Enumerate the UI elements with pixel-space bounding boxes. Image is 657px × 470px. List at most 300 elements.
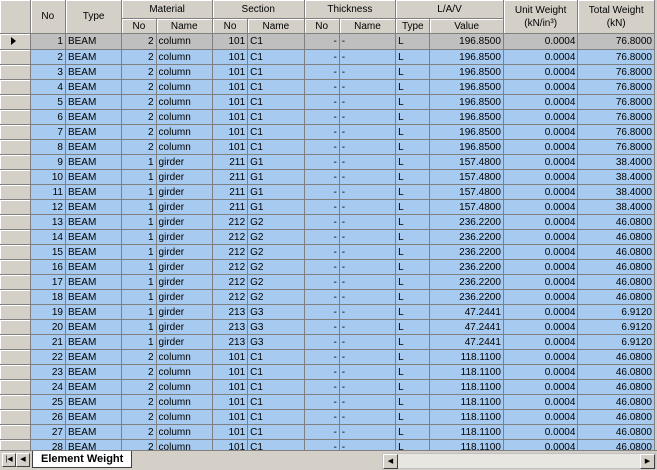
row-selector[interactable] bbox=[0, 80, 30, 95]
cell-no[interactable]: 3 bbox=[30, 65, 65, 80]
cell-unit-weight[interactable]: 0.0004 bbox=[503, 110, 578, 125]
cell-type[interactable]: BEAM bbox=[65, 65, 121, 80]
cell-lav-type[interactable]: L bbox=[396, 50, 430, 65]
table-row[interactable] bbox=[0, 95, 655, 110]
cell-material-name[interactable]: column bbox=[156, 350, 212, 365]
cell-no[interactable]: 18 bbox=[30, 290, 65, 305]
cell-material-name[interactable]: column bbox=[156, 380, 212, 395]
cell-thickness-name[interactable]: - bbox=[339, 380, 395, 395]
row-selector[interactable] bbox=[0, 110, 30, 125]
cell-thickness-name[interactable]: - bbox=[339, 350, 395, 365]
cell-material-no[interactable]: 1 bbox=[122, 275, 156, 290]
header-material-name[interactable]: Name bbox=[156, 19, 212, 34]
cell-material-name[interactable]: column bbox=[156, 50, 212, 65]
cell-material-no[interactable]: 2 bbox=[122, 410, 156, 425]
cell-lav-value[interactable]: 236.2200 bbox=[430, 260, 504, 275]
cell-unit-weight[interactable]: 0.0004 bbox=[503, 350, 578, 365]
cell-total-weight[interactable]: 46.0800 bbox=[578, 410, 655, 425]
cell-thickness-name[interactable]: - bbox=[339, 65, 395, 80]
cell-type[interactable]: BEAM bbox=[65, 335, 121, 350]
cell-section-no[interactable]: 101 bbox=[212, 425, 247, 440]
cell-material-no[interactable]: 2 bbox=[122, 365, 156, 380]
cell-unit-weight[interactable]: 0.0004 bbox=[503, 65, 578, 80]
cell-thickness-name[interactable]: - bbox=[339, 215, 395, 230]
cell-lav-value[interactable]: 196.8500 bbox=[430, 34, 504, 50]
table-row[interactable] bbox=[0, 335, 655, 350]
cell-lav-value[interactable]: 236.2200 bbox=[430, 215, 504, 230]
cell-material-name[interactable]: girder bbox=[156, 305, 212, 320]
cell-no[interactable]: 17 bbox=[30, 275, 65, 290]
cell-lav-type[interactable]: L bbox=[396, 320, 430, 335]
cell-total-weight[interactable]: 6.9120 bbox=[578, 305, 655, 320]
cell-section-name[interactable]: C1 bbox=[248, 80, 304, 95]
cell-thickness-no[interactable]: - bbox=[304, 185, 339, 200]
cell-thickness-no[interactable]: - bbox=[304, 335, 339, 350]
cell-lav-type[interactable]: L bbox=[396, 305, 430, 320]
cell-type[interactable]: BEAM bbox=[65, 350, 121, 365]
header-thickness[interactable]: Thickness bbox=[304, 0, 396, 19]
cell-type[interactable]: BEAM bbox=[65, 275, 121, 290]
cell-section-name[interactable]: C1 bbox=[248, 440, 304, 451]
cell-thickness-name[interactable]: - bbox=[339, 155, 395, 170]
table-row[interactable] bbox=[0, 200, 655, 215]
cell-material-no[interactable]: 2 bbox=[122, 440, 156, 451]
cell-thickness-name[interactable]: - bbox=[339, 50, 395, 65]
cell-thickness-no[interactable]: - bbox=[304, 34, 339, 50]
header-no[interactable]: No bbox=[30, 0, 65, 34]
cell-lav-value[interactable]: 236.2200 bbox=[430, 245, 504, 260]
cell-thickness-no[interactable]: - bbox=[304, 110, 339, 125]
cell-thickness-name[interactable]: - bbox=[339, 230, 395, 245]
cell-unit-weight[interactable]: 0.0004 bbox=[503, 170, 578, 185]
cell-thickness-name[interactable]: - bbox=[339, 290, 395, 305]
cell-type[interactable]: BEAM bbox=[65, 440, 121, 451]
cell-type[interactable]: BEAM bbox=[65, 80, 121, 95]
cell-lav-type[interactable]: L bbox=[396, 80, 430, 95]
cell-thickness-no[interactable]: - bbox=[304, 200, 339, 215]
cell-section-name[interactable]: C1 bbox=[248, 95, 304, 110]
cell-lav-type[interactable]: L bbox=[396, 380, 430, 395]
header-lav[interactable]: L/A/V bbox=[396, 0, 504, 19]
cell-total-weight[interactable]: 38.4000 bbox=[578, 170, 655, 185]
cell-thickness-name[interactable]: - bbox=[339, 320, 395, 335]
cell-type[interactable]: BEAM bbox=[65, 200, 121, 215]
cell-no[interactable]: 19 bbox=[30, 305, 65, 320]
cell-material-no[interactable]: 1 bbox=[122, 245, 156, 260]
table-row[interactable] bbox=[0, 275, 655, 290]
cell-material-no[interactable]: 2 bbox=[122, 65, 156, 80]
horizontal-scrollbar[interactable] bbox=[382, 453, 656, 469]
table-row[interactable] bbox=[0, 410, 655, 425]
cell-section-no[interactable]: 101 bbox=[212, 65, 247, 80]
cell-section-no[interactable]: 211 bbox=[212, 185, 247, 200]
cell-lav-type[interactable]: L bbox=[396, 260, 430, 275]
cell-section-no[interactable]: 212 bbox=[212, 230, 247, 245]
row-selector[interactable] bbox=[0, 335, 30, 350]
cell-unit-weight[interactable]: 0.0004 bbox=[503, 275, 578, 290]
cell-unit-weight[interactable]: 0.0004 bbox=[503, 230, 578, 245]
cell-total-weight[interactable]: 46.0800 bbox=[578, 380, 655, 395]
cell-material-no[interactable]: 2 bbox=[122, 80, 156, 95]
cell-material-no[interactable]: 2 bbox=[122, 50, 156, 65]
cell-thickness-name[interactable]: - bbox=[339, 140, 395, 155]
cell-section-name[interactable]: G2 bbox=[248, 275, 304, 290]
cell-thickness-no[interactable]: - bbox=[304, 95, 339, 110]
cell-material-no[interactable]: 2 bbox=[122, 110, 156, 125]
table-row[interactable] bbox=[0, 350, 655, 365]
cell-type[interactable]: BEAM bbox=[65, 305, 121, 320]
cell-section-no[interactable]: 101 bbox=[212, 110, 247, 125]
cell-section-name[interactable]: G1 bbox=[248, 200, 304, 215]
cell-total-weight[interactable]: 76.8000 bbox=[578, 95, 655, 110]
cell-unit-weight[interactable]: 0.0004 bbox=[503, 125, 578, 140]
row-selector[interactable] bbox=[0, 170, 30, 185]
row-selector[interactable] bbox=[0, 380, 30, 395]
cell-lav-type[interactable]: L bbox=[396, 215, 430, 230]
cell-section-name[interactable]: C1 bbox=[248, 50, 304, 65]
cell-material-name[interactable]: girder bbox=[156, 215, 212, 230]
cell-no[interactable]: 15 bbox=[30, 245, 65, 260]
cell-material-name[interactable]: girder bbox=[156, 245, 212, 260]
cell-lav-value[interactable]: 47.2441 bbox=[430, 335, 504, 350]
cell-unit-weight[interactable]: 0.0004 bbox=[503, 140, 578, 155]
cell-thickness-no[interactable]: - bbox=[304, 350, 339, 365]
cell-thickness-no[interactable]: - bbox=[304, 65, 339, 80]
cell-total-weight[interactable]: 46.0800 bbox=[578, 440, 655, 451]
header-total-weight[interactable] bbox=[578, 0, 655, 34]
cell-total-weight[interactable]: 46.0800 bbox=[578, 350, 655, 365]
cell-material-no[interactable]: 1 bbox=[122, 335, 156, 350]
cell-lav-type[interactable]: L bbox=[396, 275, 430, 290]
cell-type[interactable]: BEAM bbox=[65, 110, 121, 125]
row-selector[interactable] bbox=[0, 34, 30, 50]
cell-section-name[interactable]: G2 bbox=[248, 215, 304, 230]
cell-lav-value[interactable]: 118.1100 bbox=[430, 425, 504, 440]
cell-no[interactable]: 5 bbox=[30, 95, 65, 110]
cell-lav-type[interactable]: L bbox=[396, 140, 430, 155]
cell-material-no[interactable]: 1 bbox=[122, 230, 156, 245]
table-row[interactable] bbox=[0, 34, 655, 50]
row-selector[interactable] bbox=[0, 140, 30, 155]
cell-thickness-no[interactable]: - bbox=[304, 140, 339, 155]
cell-material-name[interactable]: girder bbox=[156, 290, 212, 305]
table-row[interactable] bbox=[0, 290, 655, 305]
cell-lav-type[interactable]: L bbox=[396, 65, 430, 80]
table-row[interactable] bbox=[0, 110, 655, 125]
cell-section-name[interactable]: G2 bbox=[248, 230, 304, 245]
cell-thickness-name[interactable]: - bbox=[339, 245, 395, 260]
cell-type[interactable]: BEAM bbox=[65, 185, 121, 200]
cell-no[interactable]: 8 bbox=[30, 140, 65, 155]
table-row[interactable] bbox=[0, 380, 655, 395]
row-selector[interactable] bbox=[0, 440, 30, 451]
cell-type[interactable]: BEAM bbox=[65, 125, 121, 140]
cell-material-name[interactable]: column bbox=[156, 395, 212, 410]
cell-section-name[interactable]: C1 bbox=[248, 34, 304, 50]
table-row[interactable] bbox=[0, 170, 655, 185]
cell-total-weight[interactable]: 76.8000 bbox=[578, 140, 655, 155]
cell-lav-type[interactable]: L bbox=[396, 34, 430, 50]
cell-lav-type[interactable]: L bbox=[396, 350, 430, 365]
cell-no[interactable]: 27 bbox=[30, 425, 65, 440]
cell-total-weight[interactable]: 76.8000 bbox=[578, 50, 655, 65]
cell-no[interactable]: 2 bbox=[30, 50, 65, 65]
cell-unit-weight[interactable]: 0.0004 bbox=[503, 80, 578, 95]
cell-type[interactable]: BEAM bbox=[65, 215, 121, 230]
cell-lav-type[interactable]: L bbox=[396, 410, 430, 425]
cell-lav-value[interactable]: 118.1100 bbox=[430, 440, 504, 451]
cell-unit-weight[interactable]: 0.0004 bbox=[503, 290, 578, 305]
cell-section-no[interactable]: 101 bbox=[212, 50, 247, 65]
cell-lav-value[interactable]: 118.1100 bbox=[430, 365, 504, 380]
cell-material-name[interactable]: column bbox=[156, 80, 212, 95]
header-unit-weight[interactable] bbox=[503, 0, 578, 34]
cell-section-no[interactable]: 101 bbox=[212, 395, 247, 410]
cell-thickness-name[interactable]: - bbox=[339, 125, 395, 140]
cell-type[interactable]: BEAM bbox=[65, 230, 121, 245]
cell-no[interactable]: 9 bbox=[30, 155, 65, 170]
cell-thickness-name[interactable]: - bbox=[339, 80, 395, 95]
cell-section-no[interactable]: 101 bbox=[212, 440, 247, 451]
table-row[interactable] bbox=[0, 365, 655, 380]
cell-material-name[interactable]: girder bbox=[156, 170, 212, 185]
cell-section-no[interactable]: 211 bbox=[212, 155, 247, 170]
cell-unit-weight[interactable]: 0.0004 bbox=[503, 335, 578, 350]
row-selector[interactable] bbox=[0, 185, 30, 200]
table-row[interactable] bbox=[0, 65, 655, 80]
cell-lav-type[interactable]: L bbox=[396, 335, 430, 350]
cell-thickness-no[interactable]: - bbox=[304, 380, 339, 395]
header-material[interactable]: Material bbox=[122, 0, 213, 19]
cell-lav-value[interactable]: 118.1100 bbox=[430, 395, 504, 410]
cell-type[interactable]: BEAM bbox=[65, 245, 121, 260]
cell-thickness-name[interactable]: - bbox=[339, 200, 395, 215]
cell-thickness-no[interactable]: - bbox=[304, 320, 339, 335]
cell-lav-type[interactable]: L bbox=[396, 395, 430, 410]
cell-total-weight[interactable]: 46.0800 bbox=[578, 425, 655, 440]
cell-thickness-no[interactable]: - bbox=[304, 215, 339, 230]
cell-material-no[interactable]: 1 bbox=[122, 185, 156, 200]
cell-thickness-no[interactable]: - bbox=[304, 260, 339, 275]
cell-unit-weight[interactable]: 0.0004 bbox=[503, 155, 578, 170]
cell-material-name[interactable]: column bbox=[156, 140, 212, 155]
row-selector[interactable] bbox=[0, 260, 30, 275]
cell-thickness-no[interactable]: - bbox=[304, 440, 339, 451]
table-row[interactable] bbox=[0, 50, 655, 65]
cell-section-name[interactable]: C1 bbox=[248, 125, 304, 140]
cell-total-weight[interactable]: 38.4000 bbox=[578, 185, 655, 200]
cell-lav-type[interactable]: L bbox=[396, 185, 430, 200]
cell-section-name[interactable]: C1 bbox=[248, 425, 304, 440]
cell-material-no[interactable]: 1 bbox=[122, 200, 156, 215]
cell-unit-weight[interactable]: 0.0004 bbox=[503, 200, 578, 215]
row-selector[interactable] bbox=[0, 290, 30, 305]
row-selector[interactable] bbox=[0, 95, 30, 110]
cell-thickness-name[interactable]: - bbox=[339, 365, 395, 380]
cell-unit-weight[interactable]: 0.0004 bbox=[503, 34, 578, 50]
cell-section-name[interactable]: G3 bbox=[248, 335, 304, 350]
cell-material-name[interactable]: girder bbox=[156, 155, 212, 170]
cell-section-name[interactable]: C1 bbox=[248, 380, 304, 395]
cell-type[interactable]: BEAM bbox=[65, 155, 121, 170]
cell-lav-value[interactable]: 236.2200 bbox=[430, 230, 504, 245]
cell-section-name[interactable]: G2 bbox=[248, 290, 304, 305]
cell-thickness-name[interactable]: - bbox=[339, 185, 395, 200]
cell-section-no[interactable]: 212 bbox=[212, 290, 247, 305]
cell-thickness-no[interactable]: - bbox=[304, 410, 339, 425]
table-row[interactable] bbox=[0, 185, 655, 200]
cell-unit-weight[interactable]: 0.0004 bbox=[503, 305, 578, 320]
cell-thickness-no[interactable]: - bbox=[304, 50, 339, 65]
row-selector[interactable] bbox=[0, 65, 30, 80]
cell-thickness-name[interactable]: - bbox=[339, 305, 395, 320]
cell-lav-value[interactable]: 157.4800 bbox=[430, 155, 504, 170]
cell-material-no[interactable]: 2 bbox=[122, 395, 156, 410]
cell-total-weight[interactable]: 76.8000 bbox=[578, 34, 655, 50]
cell-no[interactable]: 6 bbox=[30, 110, 65, 125]
header-type[interactable]: Type bbox=[65, 0, 121, 34]
cell-material-name[interactable]: girder bbox=[156, 200, 212, 215]
cell-unit-weight[interactable]: 0.0004 bbox=[503, 215, 578, 230]
cell-material-name[interactable]: girder bbox=[156, 185, 212, 200]
cell-total-weight[interactable]: 38.4000 bbox=[578, 155, 655, 170]
nav-prev-icon[interactable]: ◀ bbox=[16, 453, 30, 467]
header-lav-value[interactable]: Value bbox=[430, 19, 504, 34]
cell-section-no[interactable]: 211 bbox=[212, 200, 247, 215]
cell-material-no[interactable]: 2 bbox=[122, 125, 156, 140]
cell-section-name[interactable]: C1 bbox=[248, 110, 304, 125]
cell-no[interactable]: 7 bbox=[30, 125, 65, 140]
cell-total-weight[interactable]: 46.0800 bbox=[578, 275, 655, 290]
cell-section-name[interactable]: G3 bbox=[248, 305, 304, 320]
cell-thickness-no[interactable]: - bbox=[304, 230, 339, 245]
cell-lav-value[interactable]: 157.4800 bbox=[430, 200, 504, 215]
row-selector[interactable] bbox=[0, 155, 30, 170]
cell-total-weight[interactable]: 76.8000 bbox=[578, 65, 655, 80]
cell-type[interactable]: BEAM bbox=[65, 170, 121, 185]
header-thickness-no[interactable]: No bbox=[304, 19, 339, 34]
row-selector[interactable] bbox=[0, 215, 30, 230]
cell-lav-value[interactable]: 47.2441 bbox=[430, 320, 504, 335]
cell-lav-value[interactable]: 47.2441 bbox=[430, 305, 504, 320]
row-selector[interactable] bbox=[0, 230, 30, 245]
table-row[interactable] bbox=[0, 440, 655, 451]
row-selector[interactable] bbox=[0, 50, 30, 65]
cell-no[interactable]: 28 bbox=[30, 440, 65, 451]
cell-thickness-no[interactable]: - bbox=[304, 80, 339, 95]
cell-thickness-name[interactable]: - bbox=[339, 260, 395, 275]
cell-lav-value[interactable]: 196.8500 bbox=[430, 110, 504, 125]
cell-material-name[interactable]: girder bbox=[156, 260, 212, 275]
cell-lav-value[interactable]: 196.8500 bbox=[430, 140, 504, 155]
cell-material-name[interactable]: column bbox=[156, 365, 212, 380]
cell-section-no[interactable]: 101 bbox=[212, 350, 247, 365]
cell-unit-weight[interactable]: 0.0004 bbox=[503, 320, 578, 335]
cell-thickness-name[interactable]: - bbox=[339, 34, 395, 50]
cell-type[interactable]: BEAM bbox=[65, 140, 121, 155]
cell-material-name[interactable]: column bbox=[156, 410, 212, 425]
cell-section-no[interactable]: 101 bbox=[212, 34, 247, 50]
cell-section-no[interactable]: 212 bbox=[212, 260, 247, 275]
nav-first-icon[interactable]: |◀ bbox=[2, 453, 16, 467]
cell-lav-value[interactable]: 196.8500 bbox=[430, 125, 504, 140]
cell-lav-type[interactable]: L bbox=[396, 365, 430, 380]
cell-lav-value[interactable]: 157.4800 bbox=[430, 170, 504, 185]
cell-thickness-name[interactable]: - bbox=[339, 110, 395, 125]
cell-total-weight[interactable]: 38.4000 bbox=[578, 200, 655, 215]
cell-lav-type[interactable]: L bbox=[396, 125, 430, 140]
cell-material-no[interactable]: 2 bbox=[122, 95, 156, 110]
cell-thickness-no[interactable]: - bbox=[304, 275, 339, 290]
cell-type[interactable]: BEAM bbox=[65, 425, 121, 440]
cell-material-name[interactable]: girder bbox=[156, 335, 212, 350]
cell-lav-value[interactable]: 236.2200 bbox=[430, 290, 504, 305]
table-row[interactable] bbox=[0, 215, 655, 230]
cell-unit-weight[interactable]: 0.0004 bbox=[503, 425, 578, 440]
cell-unit-weight[interactable]: 0.0004 bbox=[503, 50, 578, 65]
cell-no[interactable]: 16 bbox=[30, 260, 65, 275]
cell-material-name[interactable]: girder bbox=[156, 320, 212, 335]
cell-no[interactable]: 25 bbox=[30, 395, 65, 410]
cell-material-no[interactable]: 1 bbox=[122, 170, 156, 185]
cell-material-name[interactable]: column bbox=[156, 34, 212, 50]
cell-total-weight[interactable]: 46.0800 bbox=[578, 260, 655, 275]
cell-unit-weight[interactable]: 0.0004 bbox=[503, 395, 578, 410]
cell-no[interactable]: 20 bbox=[30, 320, 65, 335]
cell-material-no[interactable]: 2 bbox=[122, 350, 156, 365]
cell-unit-weight[interactable]: 0.0004 bbox=[503, 185, 578, 200]
cell-section-no[interactable]: 212 bbox=[212, 245, 247, 260]
row-selector[interactable] bbox=[0, 395, 30, 410]
cell-total-weight[interactable]: 6.9120 bbox=[578, 335, 655, 350]
cell-material-no[interactable]: 1 bbox=[122, 305, 156, 320]
cell-total-weight[interactable]: 76.8000 bbox=[578, 110, 655, 125]
cell-lav-type[interactable]: L bbox=[396, 200, 430, 215]
cell-section-no[interactable]: 101 bbox=[212, 95, 247, 110]
cell-thickness-name[interactable]: - bbox=[339, 335, 395, 350]
cell-type[interactable]: BEAM bbox=[65, 395, 121, 410]
cell-material-no[interactable]: 2 bbox=[122, 425, 156, 440]
cell-section-name[interactable]: G1 bbox=[248, 170, 304, 185]
cell-no[interactable]: 4 bbox=[30, 80, 65, 95]
cell-lav-value[interactable]: 236.2200 bbox=[430, 275, 504, 290]
cell-total-weight[interactable]: 76.8000 bbox=[578, 80, 655, 95]
cell-material-name[interactable]: column bbox=[156, 440, 212, 451]
cell-section-name[interactable]: G1 bbox=[248, 185, 304, 200]
scroll-left-icon[interactable]: ◀ bbox=[383, 454, 398, 469]
cell-section-no[interactable]: 211 bbox=[212, 170, 247, 185]
cell-no[interactable]: 11 bbox=[30, 185, 65, 200]
cell-type[interactable]: BEAM bbox=[65, 410, 121, 425]
cell-section-name[interactable]: C1 bbox=[248, 65, 304, 80]
cell-lav-value[interactable]: 196.8500 bbox=[430, 80, 504, 95]
cell-no[interactable]: 10 bbox=[30, 170, 65, 185]
header-lav-type[interactable]: Type bbox=[396, 19, 430, 34]
cell-material-no[interactable]: 1 bbox=[122, 155, 156, 170]
table-row[interactable] bbox=[0, 395, 655, 410]
cell-total-weight[interactable]: 46.0800 bbox=[578, 245, 655, 260]
cell-type[interactable]: BEAM bbox=[65, 290, 121, 305]
cell-section-name[interactable]: C1 bbox=[248, 410, 304, 425]
header-section[interactable]: Section bbox=[212, 0, 304, 19]
row-selector[interactable] bbox=[0, 365, 30, 380]
row-selector[interactable] bbox=[0, 305, 30, 320]
cell-material-no[interactable]: 1 bbox=[122, 260, 156, 275]
cell-section-no[interactable]: 212 bbox=[212, 215, 247, 230]
cell-thickness-no[interactable]: - bbox=[304, 395, 339, 410]
table-row[interactable] bbox=[0, 245, 655, 260]
cell-section-no[interactable]: 101 bbox=[212, 80, 247, 95]
